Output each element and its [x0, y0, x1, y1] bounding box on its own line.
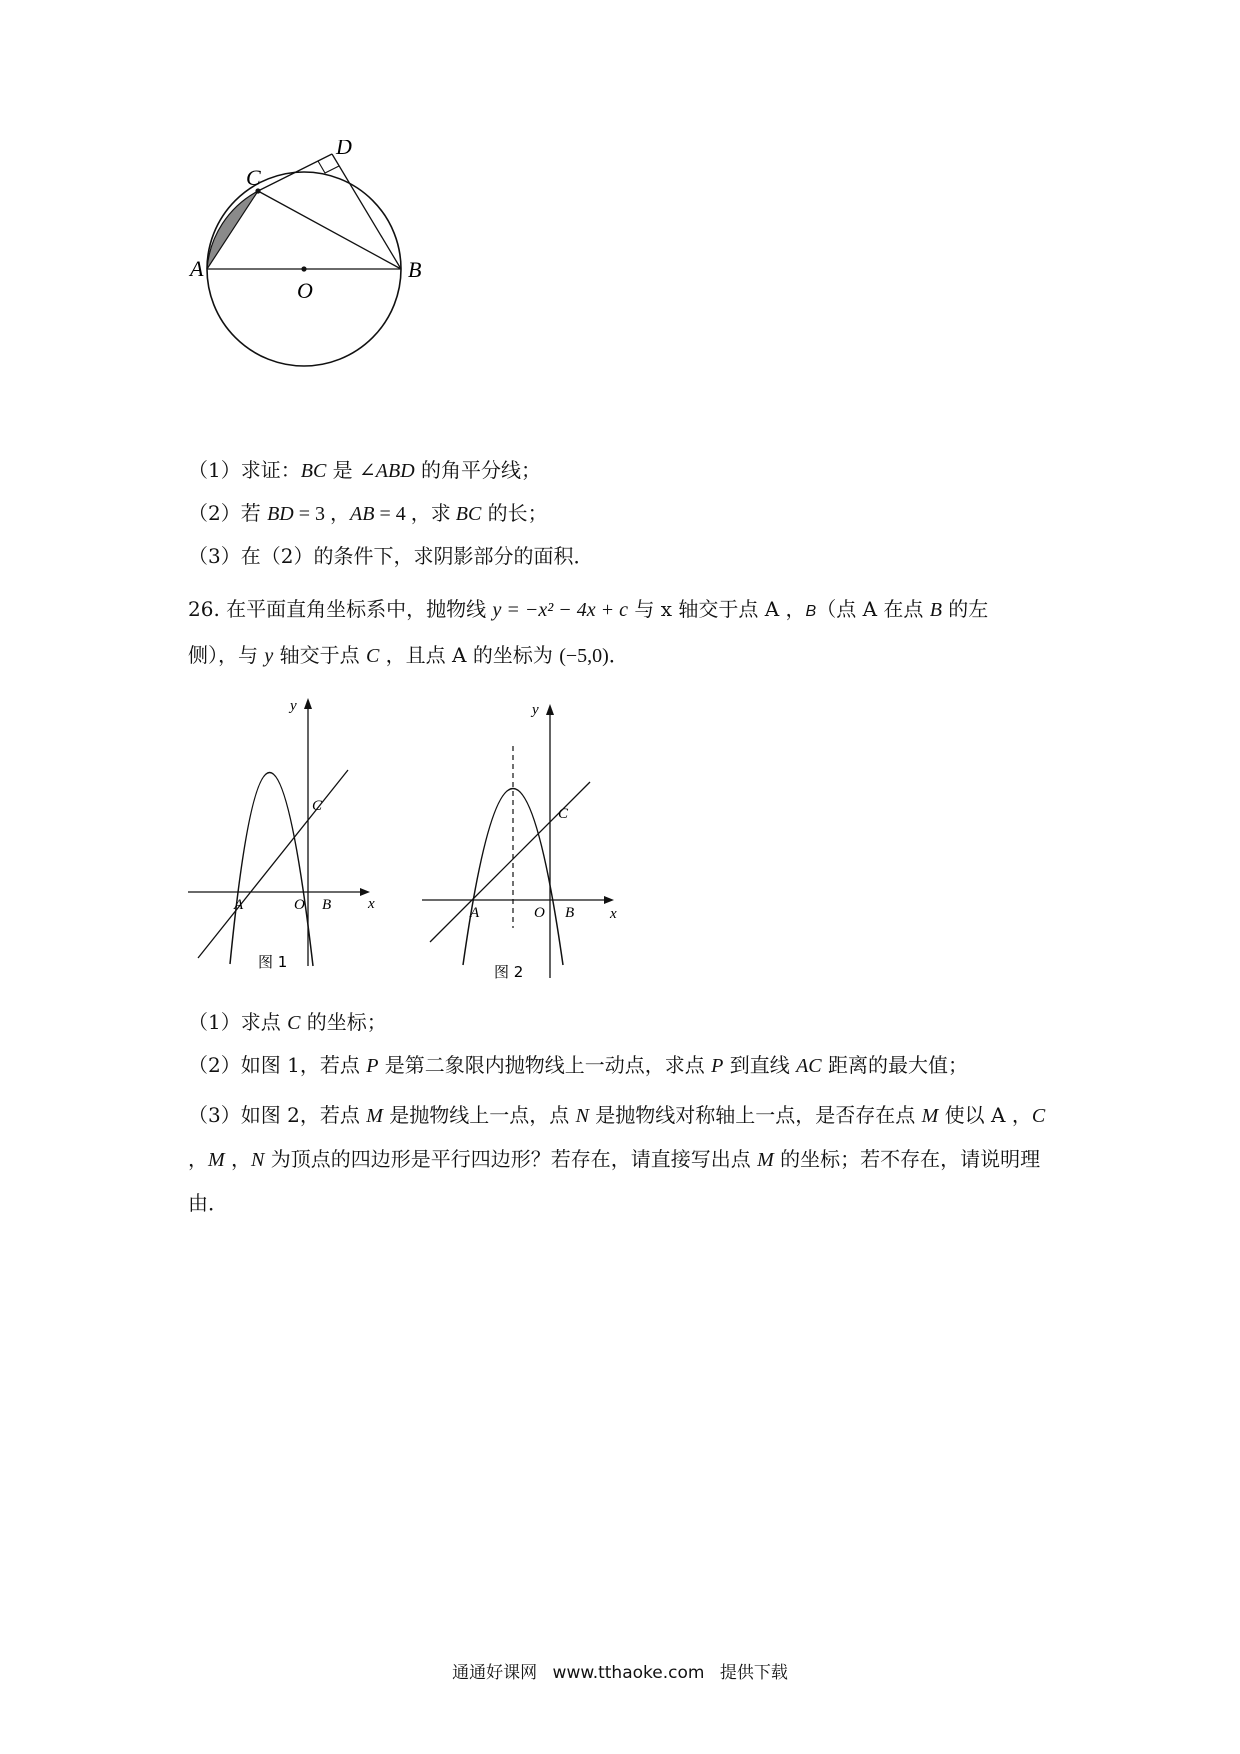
parabola-equation: y = −x² − 4x + c [492, 599, 629, 621]
label-y: y [290, 698, 297, 714]
label-c: C [312, 798, 323, 814]
figure-2-caption: 图 2 [494, 963, 524, 981]
q26-part-3: （3）如图 2，若点 M 是抛物线上一点，点 N 是抛物线对称轴上一点，是否存在点 M 使以 A ，C ，M ，N 为顶点的四边形是平行四边形？若存在，请直接写出点 M 的坐标；若不存在，请说明理由． [188, 1103, 1046, 1215]
q26-part-1: （1）求点 C 的坐标； [188, 1010, 387, 1034]
y-axis-arrow [546, 704, 554, 715]
question-number: 26. [188, 597, 220, 621]
footer-url[interactable]: www.tthaoke.com [552, 1663, 705, 1683]
y-axis-arrow [304, 698, 312, 709]
label-x: x [368, 896, 375, 912]
label-y: y [532, 702, 539, 718]
figure-1-caption: 图 1 [258, 953, 288, 971]
footer-site-name: 通通好课网 [452, 1663, 538, 1683]
label-o: O [294, 897, 305, 913]
label-b: B [322, 897, 332, 913]
label-b: B [408, 257, 422, 282]
point-a-coordinate: (−5,0) [559, 645, 609, 667]
segment-db [332, 154, 401, 269]
label-b: B [565, 905, 575, 921]
point-o [301, 266, 306, 271]
label-o: O [534, 905, 545, 921]
segment-cd [258, 154, 332, 191]
label-c: C [558, 806, 569, 822]
page-footer [0, 1658, 1240, 1683]
figure-2-graph [420, 700, 630, 990]
label-c: C [246, 165, 261, 190]
x-axis-arrow [360, 888, 370, 896]
label-a: A [190, 256, 204, 281]
q25-part-2: （2）若 BD = 3 ，AB = 4 ，求 BC 的长； [188, 501, 548, 525]
parabola-curve [230, 772, 313, 966]
label-o: O [297, 278, 313, 303]
line-ac [198, 770, 348, 958]
label-a: A [234, 897, 244, 913]
segment-cb [258, 191, 401, 269]
q26-intro-line2: 侧），与 y 轴交于点 C ，且点 A 的坐标为 (−5,0)． [188, 643, 629, 667]
circle-geometry-figure [180, 140, 450, 410]
q25-part-3: （3）在（2）的条件下，求阴影部分的面积． [188, 544, 594, 568]
label-a: A [470, 905, 480, 921]
q26-part-2: （2）如图 1，若点 P 是第二象限内抛物线上一动点，求点 P 到直线 AC 距离的最大值； [188, 1053, 968, 1077]
figure-1-graph [186, 696, 386, 981]
footer-note: 提供下载 [719, 1663, 788, 1683]
q25-part-1: （1）求证：BC 是 ∠ABD 的角平分线； [188, 458, 542, 482]
q26-intro-line1: 26. 在平面直角坐标系中，抛物线 y = −x² − 4x + c 与 x 轴交于点 A ，B（点 A 在点 B 的左 [188, 597, 989, 621]
label-x: x [610, 906, 617, 922]
label-d: D [336, 140, 352, 159]
x-axis-arrow [604, 896, 614, 904]
right-angle-mark [318, 161, 339, 173]
